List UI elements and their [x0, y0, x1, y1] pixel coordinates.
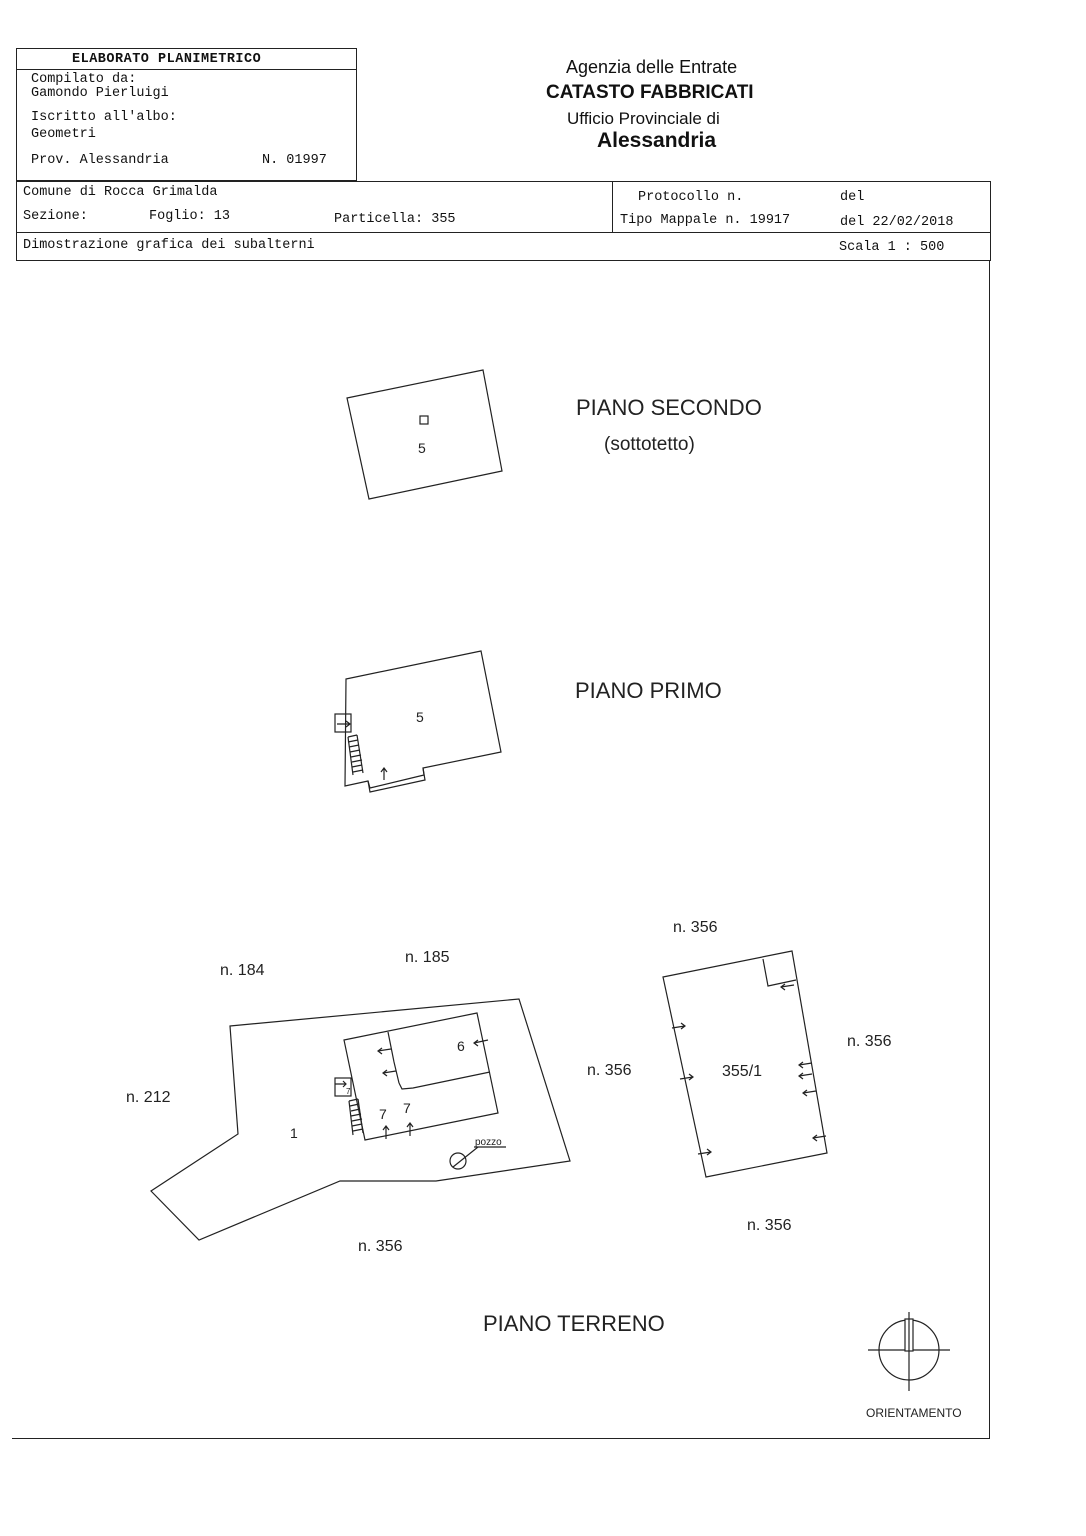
parcel-n356-bottom-right: n. 356 — [747, 1217, 792, 1234]
arrow-sub6 — [474, 1040, 488, 1046]
catasto-title: CATASTO FABBRICATI — [546, 82, 754, 103]
foglio: Foglio: 13 — [149, 209, 231, 224]
balcony-strip — [368, 768, 425, 792]
sub-label-7-small: 7 — [346, 1087, 351, 1096]
arrow-r3 — [799, 1073, 812, 1079]
sub-label-7b: 7 — [403, 1100, 411, 1116]
parcel-n356-bottom-left: n. 356 — [358, 1238, 403, 1255]
parcel-n356-top: n. 356 — [673, 919, 718, 936]
interior-wall-vertical — [388, 1032, 399, 1083]
plan-piano-terreno-left — [151, 999, 570, 1240]
floor-title-terreno: PIANO TERRENO — [483, 1311, 665, 1336]
arrow-r2 — [799, 1062, 812, 1068]
arrow-r1 — [781, 984, 794, 990]
sub-label-6: 6 — [457, 1038, 465, 1054]
parcel-n184: n. 184 — [220, 962, 265, 979]
stair-treads — [348, 735, 363, 775]
doc-title: ELABORATO PLANIMETRICO — [72, 52, 262, 67]
orientation-label: ORIENTAMENTO — [866, 1406, 962, 1420]
sub-label-5-top: 5 — [418, 440, 426, 456]
registered-value: Geometri — [31, 127, 96, 142]
arrow-stair — [335, 1081, 346, 1087]
office-name: Ufficio Provinciale di — [567, 109, 720, 128]
compiled-by-label: Compilato da: — [31, 72, 137, 87]
parcel-n212: n. 212 — [126, 1089, 171, 1106]
building-outline-terreno — [344, 1013, 498, 1140]
entrance-arrow-primo-side — [337, 721, 350, 727]
protocollo: Protocollo n. — [638, 190, 744, 205]
del-label: del — [840, 190, 865, 205]
well-symbol — [450, 1153, 466, 1169]
arrow-sub7a — [383, 1126, 389, 1139]
building-outline-secondo — [347, 370, 502, 499]
sub-label-355-1: 355/1 — [722, 1063, 763, 1080]
floor-title-secondo: PIANO SECONDO — [576, 395, 762, 420]
particella: Particella: 355 — [334, 212, 456, 227]
comune: Comune di Rocca Grimalda — [23, 185, 218, 200]
dimostrazione: Dimostrazione grafica dei subalterni — [23, 238, 315, 253]
sub-label-5-mid: 5 — [416, 709, 424, 725]
arrow-sub7b — [407, 1123, 413, 1136]
plan-piano-secondo — [347, 370, 762, 499]
sub-label-1: 1 — [290, 1125, 298, 1141]
roof-hatch — [420, 416, 428, 424]
sub-label-7a: 7 — [379, 1106, 387, 1122]
corner-unit — [763, 959, 796, 986]
del-date: del 22/02/2018 — [840, 215, 954, 230]
compiled-by-name: Gamondo Pierluigi — [31, 86, 169, 101]
arrow-r4 — [803, 1090, 816, 1096]
tipo-mappale: Tipo Mappale n. 19917 — [620, 213, 791, 228]
office-city: Alessandria — [597, 129, 717, 152]
floor-subtitle-secondo: (sottotetto) — [604, 434, 695, 455]
arrow-left-lower — [383, 1070, 396, 1076]
scala: Scala 1 : 500 — [839, 240, 945, 255]
plan-piano-terreno-right — [663, 951, 827, 1177]
registration-number: N. 01997 — [262, 153, 327, 168]
sezione: Sezione: — [23, 209, 88, 224]
province: Prov. Alessandria — [31, 153, 169, 168]
parcel-n356-middle: n. 356 — [587, 1062, 632, 1079]
entrance-arrow-primo-bottom — [381, 768, 387, 780]
parcel-n356-right: n. 356 — [847, 1033, 892, 1050]
parcel-labels — [126, 919, 892, 1255]
plan-piano-primo — [335, 651, 722, 792]
parcel-n185: n. 185 — [405, 949, 450, 966]
stair-treads-terreno — [349, 1099, 363, 1135]
floor-title-primo: PIANO PRIMO — [575, 678, 722, 703]
arrow-l2 — [680, 1074, 693, 1080]
well-label: pozzo — [475, 1137, 502, 1148]
agency-name: Agenzia delle Entrate — [566, 57, 738, 77]
compass-icon — [868, 1312, 950, 1391]
registered-label: Iscritto all'albo: — [31, 110, 177, 125]
interior-wall-horizontal — [399, 1072, 490, 1089]
arrow-left-upper — [378, 1048, 391, 1054]
